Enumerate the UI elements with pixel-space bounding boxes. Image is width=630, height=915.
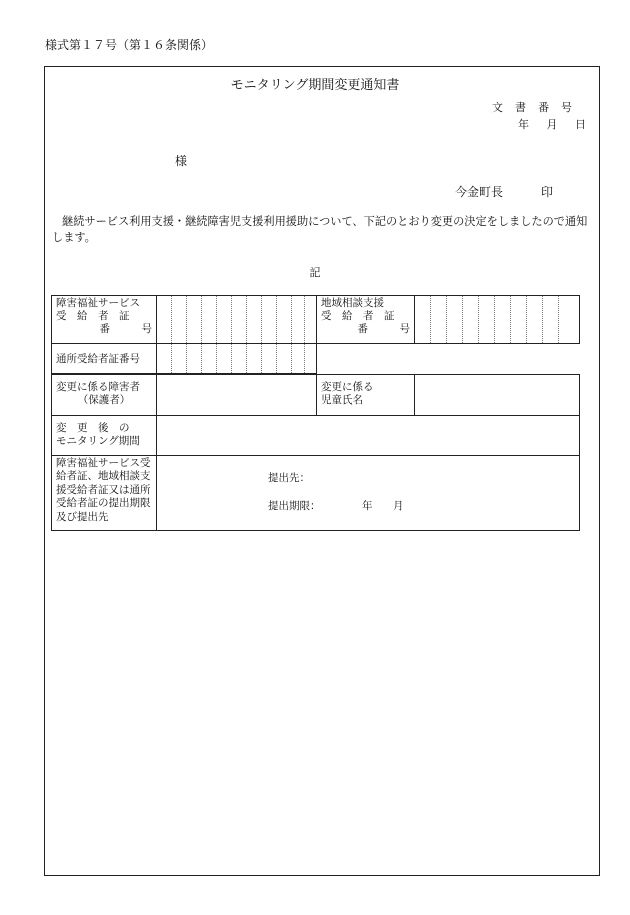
digit-divider (186, 344, 187, 373)
digit-divider (291, 296, 292, 343)
digit-divider (201, 344, 202, 373)
digit-divider (276, 344, 277, 373)
digit-divider (558, 296, 559, 343)
day-service-cert-number-label: 通所受給者証番号 (56, 353, 140, 365)
label-line: 変更に係る障害者 (56, 381, 140, 393)
deadline-month-label: 月 (393, 500, 404, 512)
label-line: 給者証、地域相談支 (56, 470, 151, 483)
label-line: 及び提出先 (56, 510, 109, 523)
welfare-service-cert-number-label (56, 297, 152, 336)
label-line: 受 給 者 証 (321, 310, 395, 322)
submission-deadline-label (56, 457, 154, 524)
digit-divider (446, 296, 447, 343)
table-line (579, 374, 580, 531)
digit-divider (186, 296, 187, 343)
label-line: 障害福祉サービス (56, 297, 140, 309)
digit-divider (171, 344, 172, 373)
digit-divider (216, 344, 217, 373)
digit-divider (462, 296, 463, 343)
submit-deadline-label: 提出期限： (268, 500, 321, 512)
digit-divider (542, 296, 543, 343)
table-line (414, 374, 415, 416)
day-label: 日 (575, 118, 586, 131)
table-line (51, 455, 580, 456)
digit-divider (216, 296, 217, 343)
disabled-person-guardian-label (56, 381, 152, 407)
table-line (156, 295, 157, 531)
label-line: 変更に係る (321, 381, 374, 393)
label-line: 番 号 (357, 323, 410, 335)
submit-to-label: 提出先： (268, 472, 310, 484)
table-line (51, 530, 580, 531)
label-line: 受 給 者 証 (56, 310, 130, 322)
label-line: 受給者証の提出期限 (56, 497, 151, 510)
digit-divider (494, 296, 495, 343)
year-label: 年 (518, 118, 529, 131)
digit-divider (231, 344, 232, 373)
digit-divider (430, 296, 431, 343)
digit-divider (261, 296, 262, 343)
label-line: 変 更 後 の (56, 422, 130, 434)
label-line: 番 号 (99, 323, 152, 335)
label-line: 児童氏名 (321, 394, 363, 406)
table-line (316, 374, 317, 416)
digit-divider (526, 296, 527, 343)
form-number-label: 様式第１７号（第１６条関係） (45, 38, 214, 52)
table-line (51, 295, 52, 531)
label-line: 障害福祉サービス受 (56, 457, 151, 469)
digit-divider (201, 296, 202, 343)
digit-divider (261, 344, 262, 373)
digit-divider (510, 296, 511, 343)
deadline-year-label: 年 (362, 500, 373, 512)
label-line: 援受給者証又は通所 (56, 483, 151, 496)
digit-divider (231, 296, 232, 343)
document-number-label: 文書番号 (492, 101, 584, 114)
digit-divider (291, 344, 292, 373)
body-text: 継続サービス利用支援・継続障害児支援利用援助について、下記のとおり変更の決定をしましたので通知します。 (52, 215, 588, 244)
digit-divider (478, 296, 479, 343)
document-title: モニタリング期間変更通知書 (230, 78, 400, 93)
month-label: 月 (546, 118, 558, 131)
label-line: 地域相談支援 (321, 297, 384, 309)
label-line: （保護者） (77, 394, 131, 406)
digit-divider (304, 344, 305, 373)
digit-divider (246, 296, 247, 343)
digit-divider (304, 296, 305, 343)
label-line: モニタリング期間 (56, 435, 140, 447)
community-support-cert-number-label (321, 297, 410, 336)
table-line (414, 295, 415, 344)
date-line (518, 116, 586, 132)
digit-divider (171, 296, 172, 343)
child-name-label (321, 381, 410, 407)
digit-divider (246, 344, 247, 373)
monitoring-period-label (56, 422, 152, 448)
ki-heading: 記 (309, 266, 321, 279)
seal-label: 印 (541, 185, 554, 199)
digit-divider (276, 296, 277, 343)
recipient-suffix: 様 (175, 154, 188, 168)
table-line (316, 295, 317, 374)
issuer-name: 今金町長 (455, 185, 504, 199)
table-line (579, 295, 580, 344)
